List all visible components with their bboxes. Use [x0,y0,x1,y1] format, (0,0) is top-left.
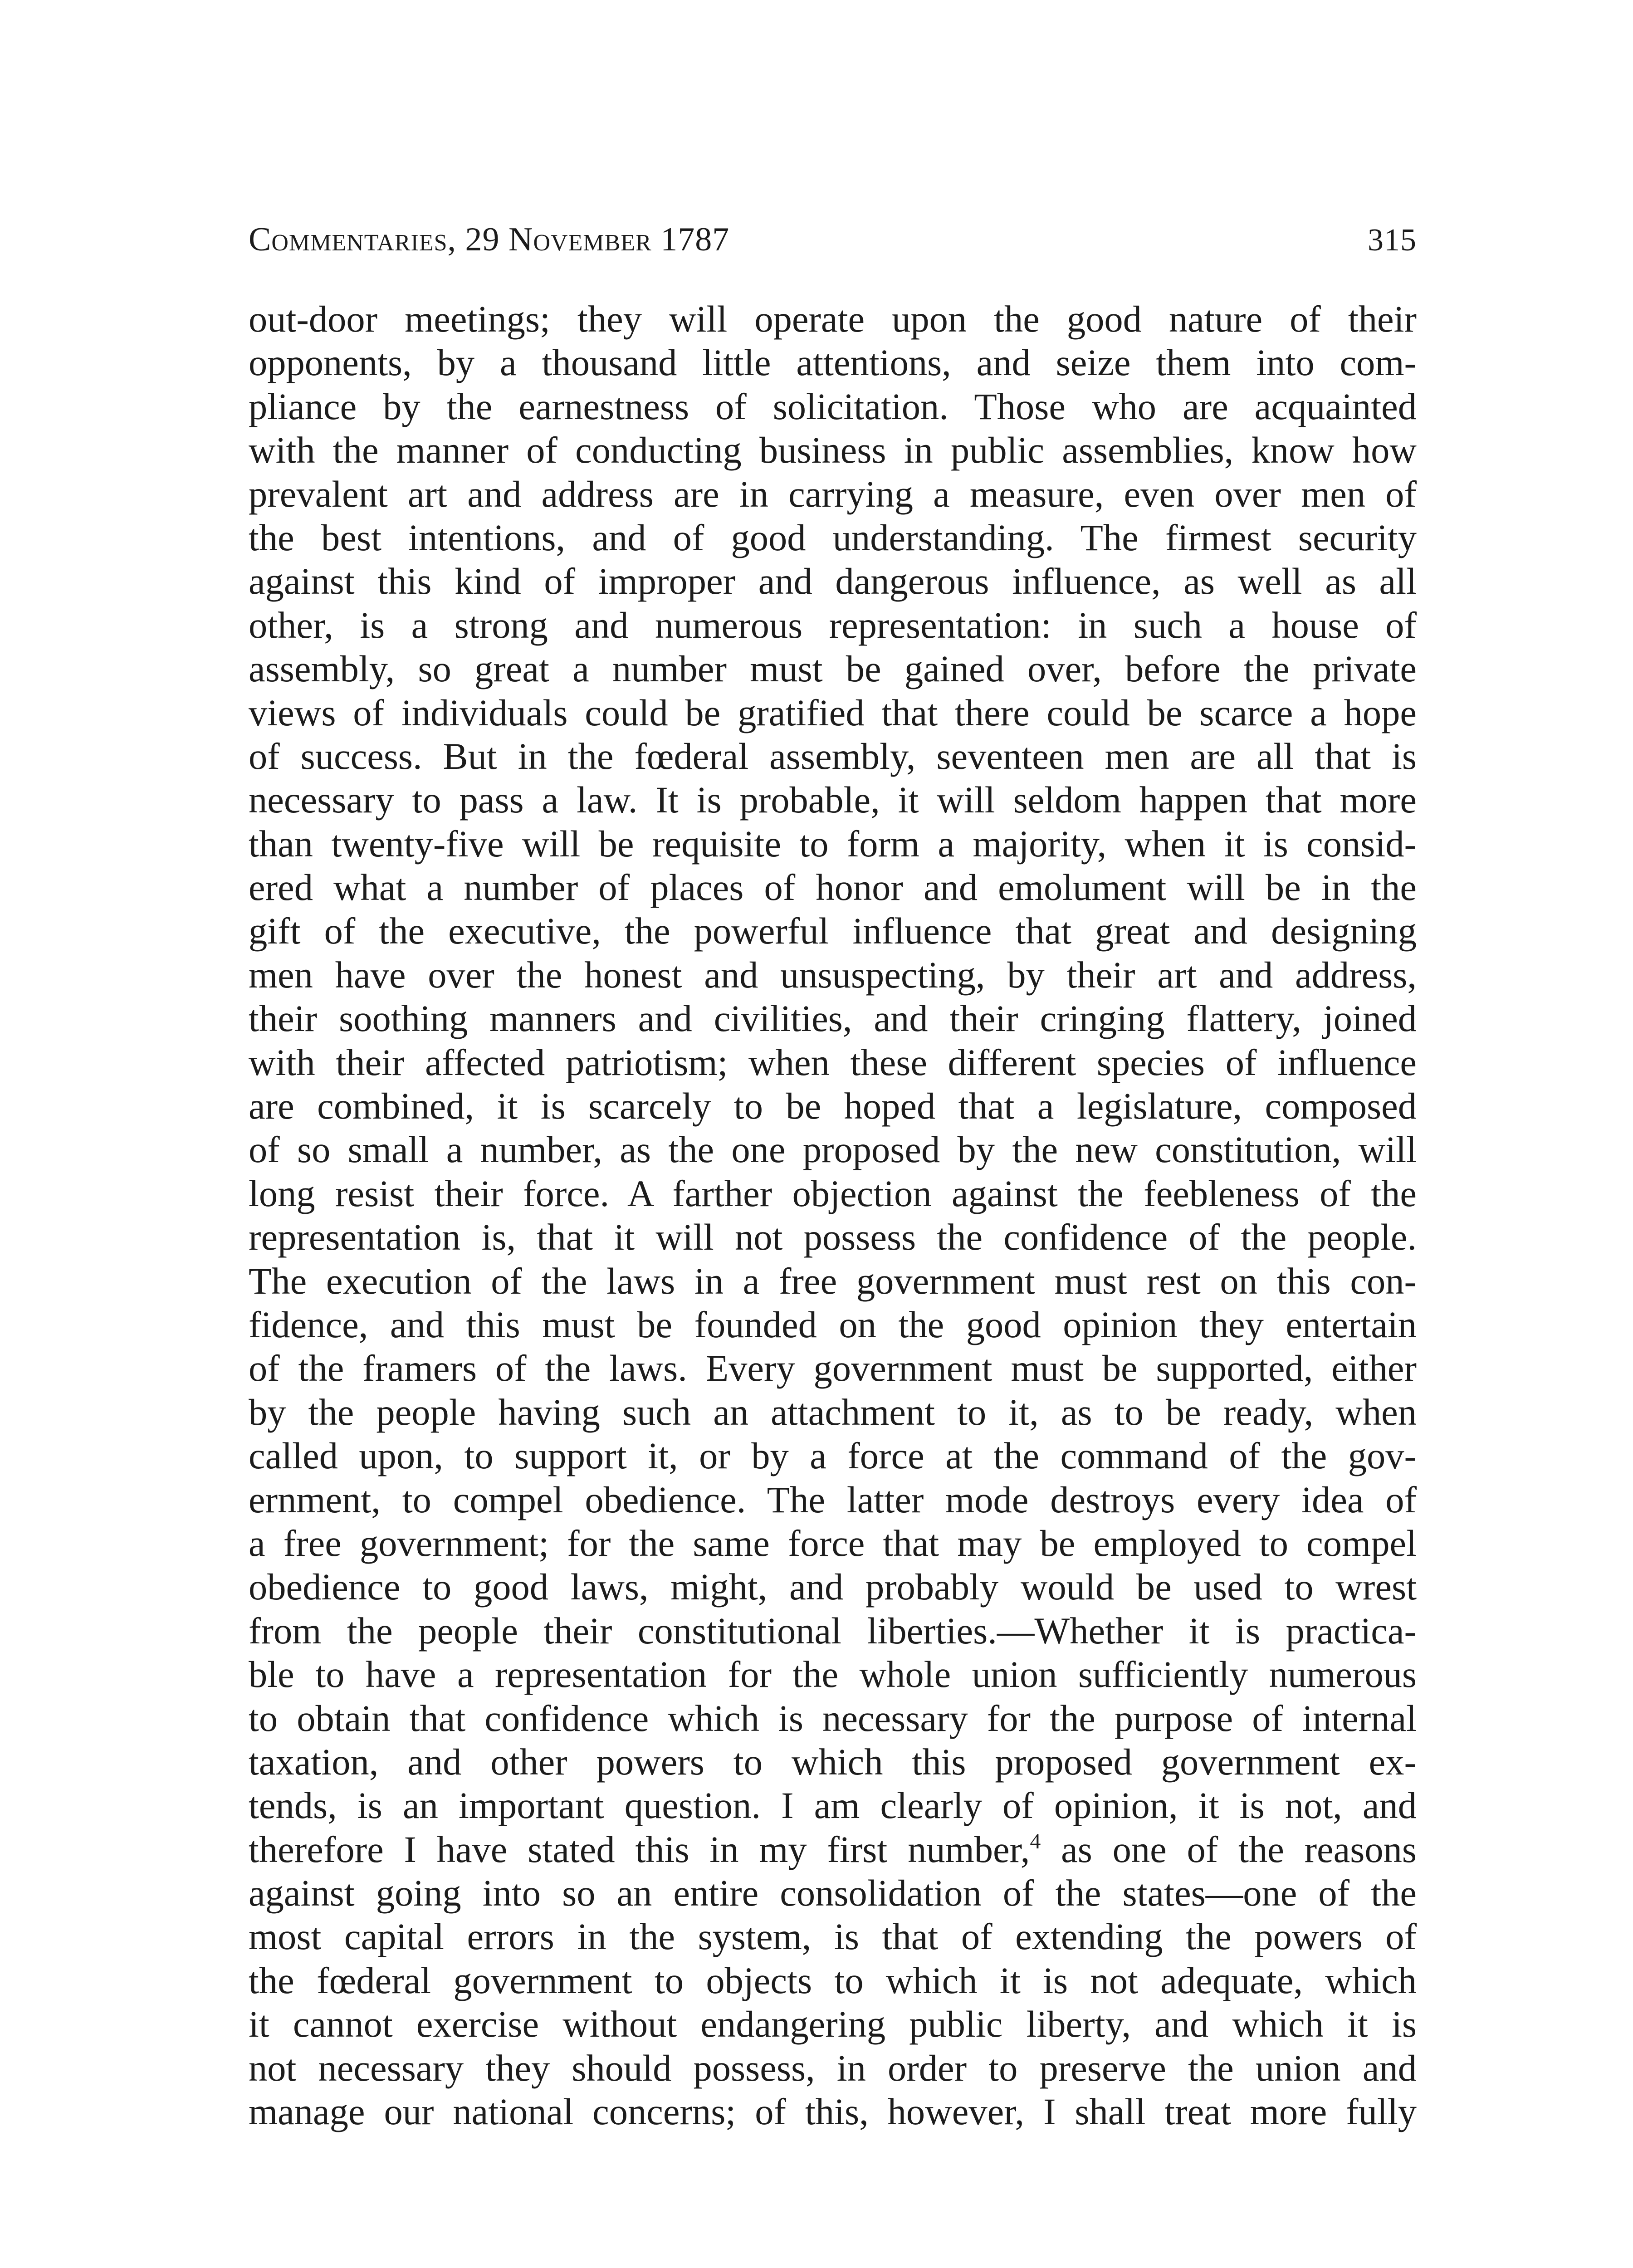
text-line: of the framers of the laws. Every government must be supported, either [249,1347,1417,1389]
text-line: most capital errors in the system, is that of extending the powers of [249,1916,1417,1958]
text-line: to obtain that confidence which is necessary for the purpose of internal [249,1697,1417,1739]
footnote-marker[interactable]: 4 [1030,1829,1041,1853]
text-line: ble to have a representation for the whole union sufficiently numerous [249,1653,1417,1696]
page-number: 315 [1368,223,1417,258]
text-line: assembly, so great a number must be gained over, before the private [249,648,1417,690]
text-line: not necessary they should possess, in order to preserve the union and [249,2047,1417,2089]
text-line: of so small a number, as the one proposed by the new constitution, will [249,1129,1417,1171]
text-line: out-door meetings; they will operate upon the good nature of their [249,298,1417,340]
text-line-with-footnote [249,1828,1417,1871]
text-line: necessary to pass a law. It is probable, it will seldom happen that more [249,779,1417,821]
text-line: ered what a number of places of honor and emolument will be in the [249,866,1417,909]
body-text [249,297,1417,2133]
running-header [249,217,1417,262]
footnote-line-after: as one of the reasons [1041,1828,1417,1870]
text-line: the fœderal government to objects to which it is not adequate, which [249,1959,1417,2001]
text-line: against this kind of improper and dangerous influence, as well as all [249,560,1417,602]
text-line: The execution of the laws in a free government must rest on this con- [249,1260,1417,1302]
text-line: the best intentions, and of good understanding. The firmest security [249,516,1417,558]
text-line: a free government; for the same force that may be employed to compel [249,1522,1417,1564]
text-line: it cannot exercise without endangering public liberty, and which it is [249,2003,1417,2045]
text-line: taxation, and other powers to which this proposed government ex- [249,1740,1417,1783]
text-line: manage our national concerns; of this, however, I shall treat more fully [249,2091,1417,2133]
text-line: with the manner of conducting business in public assemblies, know how [249,429,1417,471]
text-line: their soothing manners and civilities, and their cringing flattery, joined [249,997,1417,1040]
text-line: than twenty-five will be requisite to form a majority, when it is consid- [249,822,1417,865]
text-line: representation is, that it will not possess the confidence of the people. [249,1216,1417,1258]
text-line: by the people having such an attachment to it, as to be ready, when [249,1391,1417,1433]
text-line: other, is a strong and numerous representation: in such a house of [249,604,1417,646]
text-line: gift of the executive, the powerful influence that great and designing [249,910,1417,952]
text-line: obedience to good laws, might, and probably would be used to wrest [249,1566,1417,1608]
text-line: prevalent art and address are in carrying a measure, even over men of [249,473,1417,515]
footnote-line-before: therefore I have stated this in my first number, [249,1828,1030,1870]
text-line: long resist their force. A farther objection against the feebleness of the [249,1172,1417,1214]
text-line: opponents, by a thousand little attentions, and seize them into com- [249,342,1417,384]
text-line: tends, is an important question. I am clearly of opinion, it is not, and [249,1784,1417,1827]
text-line: men have over the honest and unsuspecting, by their art and address, [249,953,1417,996]
text-line: ernment, to compel obedience. The latter mode destroys every idea of [249,1478,1417,1520]
text-line: fidence, and this must be founded on the good opinion they entertain [249,1303,1417,1345]
text-line: from the people their constitutional liberties.—Whether it is practica- [249,1609,1417,1652]
text-line: views of individuals could be gratified that there could be scarce a hope [249,691,1417,733]
running-title: Commentaries, 29 November 1787 [249,221,730,258]
text-line: are combined, it is scarcely to be hoped that a legislature, composed [249,1085,1417,1127]
text-line: with their affected patriotism; when these different species of influence [249,1041,1417,1083]
text-line: pliance by the earnestness of solicitation. Those who are acquainted [249,385,1417,427]
text-line: of success. But in the fœderal assembly, seventeen men are all that is [249,735,1417,777]
text-line: against going into so an entire consolidation of the states—one of the [249,1872,1417,1914]
text-line: called upon, to support it, or by a force at the command of the gov- [249,1435,1417,1477]
